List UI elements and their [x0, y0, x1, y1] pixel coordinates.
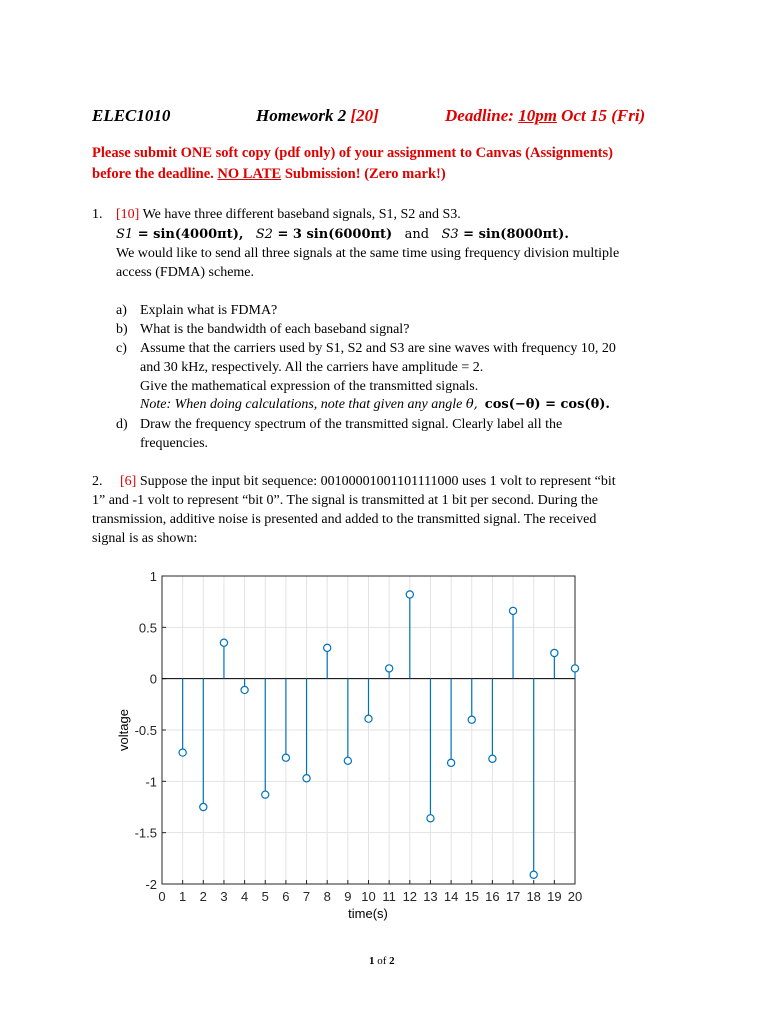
- q1c-note: Note: When doing calculations, note that given any angle θ, cos(−θ) = cos(θ).: [140, 397, 610, 412]
- stem-marker: [262, 791, 269, 798]
- deadline-date: Oct 15 (Fri): [556, 106, 646, 125]
- q2-line-1: [6] Suppose the input bit sequence: 00100001001101111000 uses 1 volt to represent “bit: [120, 474, 616, 489]
- stem-marker: [448, 759, 455, 766]
- x-tick-label: 20: [567, 889, 583, 904]
- note-theta: θ,: [465, 397, 478, 412]
- x-tick-label: 0: [158, 889, 166, 904]
- x-tick-label: 18: [526, 889, 541, 904]
- y-tick-label: -1: [145, 774, 157, 790]
- x-tick-label: 3: [220, 889, 228, 904]
- stem-marker: [303, 775, 310, 782]
- q1c-line-1: Assume that the carriers used by S1, S2 and S3 are sine waves with frequency 10, 20: [140, 341, 616, 356]
- q2-number: 2.: [92, 474, 103, 489]
- note-cos-identity: cos(−θ) = cos(θ).: [484, 397, 610, 412]
- stem-marker: [530, 871, 537, 878]
- eq-s3-lhs: S3: [441, 227, 459, 242]
- q1d-label: d): [116, 417, 128, 432]
- stem-marker: [282, 754, 289, 761]
- stem-marker: [344, 757, 351, 764]
- stem-marker: [179, 749, 186, 756]
- x-tick-label: 14: [443, 889, 459, 904]
- x-tick-label: 1: [179, 889, 187, 904]
- homework-label: Homework 2: [256, 106, 351, 125]
- q2-line-4: signal is as shown:: [92, 531, 198, 546]
- q1-number: 1.: [92, 207, 103, 222]
- q1b-label: b): [116, 322, 128, 337]
- y-tick-label: 1: [149, 569, 157, 584]
- y-axis-label: voltage: [116, 709, 131, 751]
- no-late-text: NO LATE: [217, 166, 282, 182]
- x-tick-label: 12: [402, 889, 418, 904]
- q1c-line-3: Give the mathematical expression of the transmitted signals.: [140, 379, 479, 394]
- eq-and: and: [404, 227, 430, 242]
- q1c-label: c): [116, 341, 127, 356]
- deadline-time: 10pm: [518, 106, 557, 125]
- deadline-label: Deadline:: [445, 106, 519, 125]
- y-tick-label: -2: [145, 877, 157, 892]
- stem-marker: [406, 591, 413, 598]
- y-tick-label: 0: [149, 671, 157, 687]
- stems: [179, 591, 579, 878]
- course-code: ELEC1010: [92, 106, 171, 125]
- eq-s1-lhs: S1: [116, 227, 134, 242]
- y-tick-label: -0.5: [134, 723, 157, 738]
- q1a-text: Explain what is FDMA?: [140, 303, 278, 318]
- q1-marks: [10]: [116, 207, 140, 222]
- y-tick-label: 0.5: [138, 620, 157, 636]
- x-tick-label: 19: [547, 889, 562, 904]
- stem-marker: [386, 665, 393, 672]
- eq-s3-rhs: = sin(8000πt).: [458, 227, 569, 242]
- x-tick-label: 2: [199, 889, 207, 904]
- q1d-line-1: Draw the frequency spectrum of the transmitted signal. Clearly label all the: [140, 417, 563, 432]
- x-tick-label: 11: [382, 889, 396, 904]
- homework-marks: [20]: [350, 106, 379, 125]
- notice-line-1: Please submit ONE soft copy (pdf only) of your assignment to Canvas (Assignments): [92, 145, 613, 161]
- stem-marker: [551, 649, 558, 656]
- eq-s1-rhs: = sin(4000πt),: [133, 227, 244, 242]
- q1-text-line-2: access (FDMA) scheme.: [116, 265, 255, 280]
- page-number: 1 of 2: [369, 955, 395, 967]
- notice-line-2: before the deadline. NO LATE Submission! (Zero mark!): [92, 166, 446, 182]
- x-tick-label: 4: [240, 889, 249, 904]
- stem-marker: [365, 715, 372, 722]
- x-axis-label: time(s): [348, 906, 388, 921]
- stem-marker: [571, 665, 578, 672]
- stem-marker: [200, 803, 207, 810]
- x-tick-label: 6: [282, 889, 290, 904]
- stem-marker: [241, 686, 248, 693]
- q1b-text: What is the bandwidth of each baseband signal?: [140, 322, 410, 337]
- q2-line-3: transmission, additive noise is presented and added to the transmitted signal. The received: [92, 512, 597, 527]
- eq-s2-rhs: = 3 sin(6000πt): [272, 227, 393, 242]
- x-tick-label: 17: [505, 889, 521, 904]
- stem-marker: [509, 607, 516, 614]
- x-tick-label: 5: [261, 889, 269, 904]
- stem-marker: [324, 644, 331, 651]
- x-tick-label: 8: [323, 889, 331, 904]
- x-tick-label: 16: [485, 889, 500, 904]
- stem-marker: [220, 639, 227, 646]
- x-tick-label: 7: [302, 889, 311, 904]
- q2-marks: [6]: [120, 474, 137, 489]
- stem-marker: [427, 815, 434, 822]
- q1a-label: a): [116, 303, 127, 318]
- x-tick-label: 10: [361, 889, 376, 904]
- q1-intro: [10] We have three different baseband signals, S1, S2 and S3.: [116, 207, 461, 222]
- x-tick-label: 15: [464, 889, 479, 904]
- q1-text-line-1: We would like to send all three signals at the same time using frequency division multiple: [116, 246, 620, 261]
- q2-line-2: 1” and -1 volt to represent “bit 0”. The signal is transmitted at 1 bit per second. During the: [92, 493, 598, 508]
- stem-marker: [468, 716, 475, 723]
- x-tick-label: 9: [344, 889, 352, 904]
- y-tick-label: -1.5: [134, 825, 157, 841]
- stem-marker: [489, 755, 496, 762]
- q1d-line-2: frequencies.: [140, 436, 209, 451]
- q1c-line-2: and 30 kHz, respectively. All the carriers have amplitude = 2.: [140, 360, 484, 375]
- eq-s2-lhs: S2: [255, 227, 273, 242]
- x-tick-label: 13: [423, 889, 438, 904]
- tick-labels: [135, 569, 583, 904]
